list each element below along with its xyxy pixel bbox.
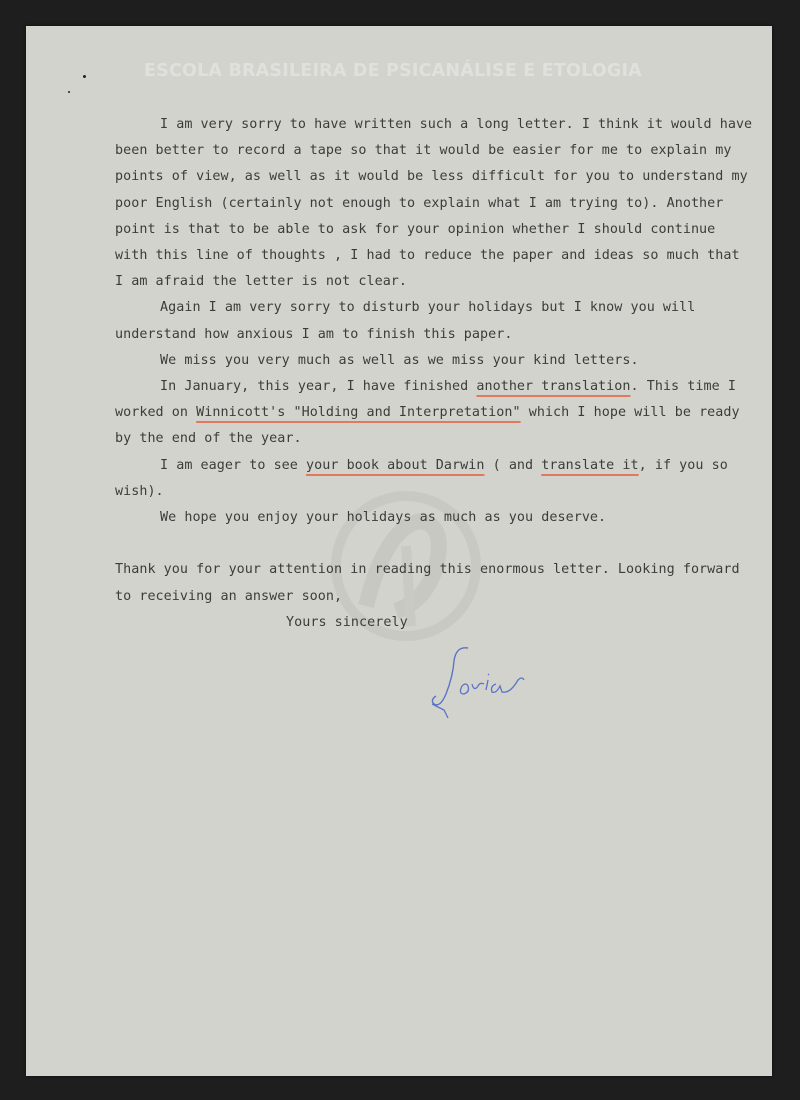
paragraph: I am very sorry to have written such a long letter. I think it would have been better to record a tape so that it would be easier for me to explain my points of view, as well as it would be less difficult for you to understand my poor English (certainly not enough to explain what I am trying to). Another point is that to be able to ask for your opinion whether I should continue with this line of thoughts , I had to reduce the paper and ideas so much that I am afraid the letter is not clear. (115, 117, 753, 290)
letterhead: ESCOLA BRASILEIRA DE PSICANÁLISE E ETOLOGIA (144, 61, 642, 81)
text-run: ( and (484, 457, 542, 473)
text-run: . This time I worked on (115, 379, 736, 421)
ink-dot (68, 91, 70, 93)
text-run: I am eager to see (160, 457, 307, 473)
paragraph: We hope you enjoy your holidays as much as you deserve. (160, 510, 607, 526)
ink-dot (83, 75, 86, 78)
paragraph (115, 453, 755, 505)
underlined-text: your book about Darwin (306, 457, 485, 473)
text-run: which I hope will be ready by the end of the year. (115, 405, 740, 447)
underlined-text: Winnicott's "Holding and Interpretation" (196, 405, 521, 421)
letter-body (115, 112, 755, 636)
text-run: In January, this year, I have finished (160, 379, 477, 395)
text-run: , if you so wish). (115, 457, 728, 499)
closing: Yours sincerely (286, 614, 408, 630)
underlined-text: another translation (476, 379, 631, 395)
letter-sheet (26, 26, 772, 1076)
paragraph: We miss you very much as well as we miss your kind letters. (160, 352, 639, 368)
paragraph: Thank you for your attention in reading this enormous letter. Looking forward to receiving an answer soon, (115, 562, 740, 604)
spacer (115, 531, 755, 557)
paragraph: Again I am very sorry to disturb your holidays but I know you will understand how anxious I am to finish this paper. (115, 300, 696, 342)
signature (426, 636, 566, 726)
underlined-text: translate it (541, 457, 639, 473)
paragraph (115, 374, 755, 453)
